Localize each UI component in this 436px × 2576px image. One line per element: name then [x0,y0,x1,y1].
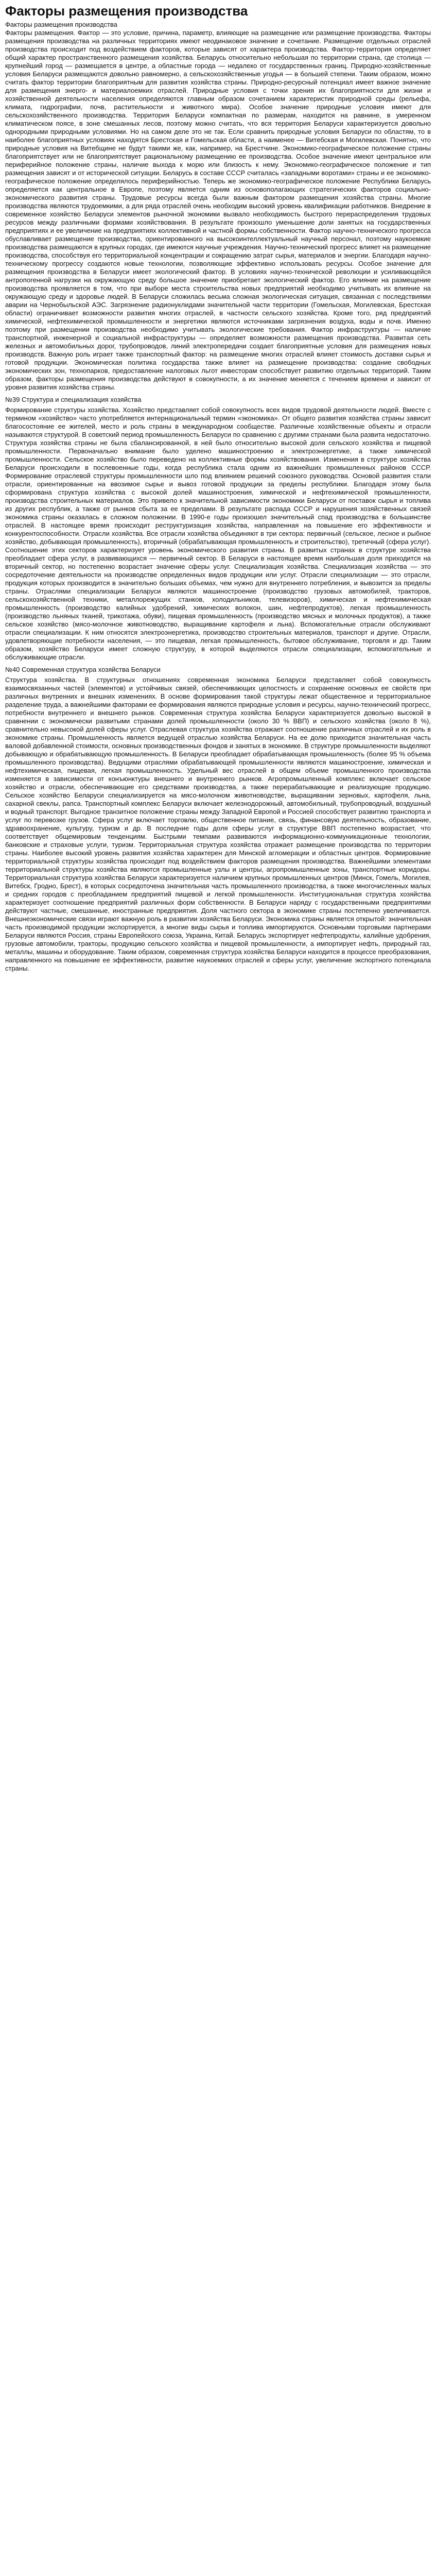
section-heading: №40 Современная структура хозяйства Беларуси [5,666,161,673]
page-title: Факторы размещения производства [5,3,248,19]
section-heading: №39 Структура и специализация хозяйства [5,396,142,403]
article-paragraph: Факторы размещения. Фактор — это условие, причина, параметр, влияющие на размещение или размещение производства. Факторы размещения производства на различных территориях имеют неодинаковое значение и сочетание. Размещение отдельных отраслей производства происходит под воздействием факторов, которые зависят от характера производства. Фактор-территория определяет общий характер пространственного размещения хозяйства. Беларусь относительно небольшая по территории страна, где столица — крупнейший город — размещается в центре, а областные города — недалеко от государственных границ. Природно-хозяйственные условия Беларуси размещаются довольно равномерно, а сельскохозяйственные угодья — в большей степени. Таким образом, можно считать фактор территории благоприятным для развития хозяйства страны. Природно-ресурсный потенциал имеет важное значение для размещения энерго- и материалоемких отраслей. Природные условия с точки зрения их благоприятности для жизни и хозяйственной деятельности населения определяются главным образом сочетанием характеристик природной среды (рельефа, климата, гидрографии, почв, растительности и животного мира). Особое значение природные условия имеют для сельскохозяйственного производства. Территория Беларуси компактная по размерам, находится на равнине, в умеренном климатическом поясе, в зоне смешанных лесов, поэтому можно считать, что вся территория Беларуси характеризуется довольно однородными природными условиями. Но на самом деле это не так. Если сравнить природные условия Беларуси по областям, то в наиболее благоприятных условиях находятся Брестская и Гомельская области, а наименее — Витебская и Могилевская. Понятно, что природные условия на Витебщине не будут такими же, как, например, на Брестчине. Экономико-географическое положение страны благоприятствует или не благоприятствует рациональному размещению ее производства. Особое значение имеют центральное или периферийное положение страны, наличие выхода к морю или близость к нему. Экономико-географическое положение и тип размещения зависят и от исторической ситуации. Беларусь в составе СССР считалась «западными воротами» страны и ее экономико-географическое положение определялось периферийностью. Теперь же экономико-географическое положение Республики Беларусь определяется как центральное в Европе, поэтому является одним из основополагающих стратегических факторов социально-экономического развития страны. Трудовые ресурсы всегда были важным фактором размещения хозяйства страны. Многие производства являются трудоемкими, а для ряда отраслей очень необходим высокий уровень квалификации работников. Внедрение в современное хозяйство Беларуси элементов рыночной экономики вызвало необходимость быстрого перераспределения трудовых ресурсов между различными формами хозяйствования. В результате произошло уменьшение доли занятых на государственных предприятиях и ее увеличение на предприятиях коллективной и частной формы собственности. Фактор научно-технического прогресса обуславливает размещение производства, ориентированного на высокоинтеллектуальный научный персонал, поэтому наукоемкие производства размещаются в крупных городах, где имеются научные учреждения. Научно-технический прогресс влияет на размещение производства, способствуя его территориальной концентрации и сокращению затрат сырья, материалов и энергии. Благодаря научно-техническому прогрессу создаются новые технологии, позволяющие эффективно использовать ресурсы. Особое значение для размещения производства в Беларуси имеет экологический фактор. В условиях научно-технической революции и усиливающейся антропогенной нагрузки на окружающую среду большое значение приобретает экологический фактор. Его влияние на размещение производства проявляется в том, что при выборе места строительства новых предприятий необходимо учитывать их влияние на окружающую среду и здоровье людей. В Беларуси сложилась весьма сложная экологическая ситуация, связанная с последствиями аварии на Чернобыльской АЭС. Загрязнение радионуклидами значительной части территории (Гомельская, Могилевская, Брестская области) ограничивает возможности развития многих отраслей, в частности сельского хозяйства. Кроме того, ряд предприятий химической, нефтехимической промышленности и энергетики являются источниками загрязнения воздуха, воды и почв. Именно поэтому при размещении производства необходимо учитывать экологические требования. Фактор инфраструктуры — наличие транспортной, инженерной и социальной инфраструктуры — определяет возможности размещения производства. Развитая сеть железных и автомобильных дорог, трубопроводов, линий электропередачи создает благоприятные условия для размещения новых производств. Важную роль играет также транспортный фактор: на размещение многих отраслей влияет стоимость доставки сырья и готовой продукции. Экономическая политика государства также влияет на размещение производства: создание свободных экономических зон, технопарков, предоставление налоговых льгот инвесторам способствует развитию отдельных территорий. Таким образом, факторы размещения производства действуют в совокупности, а их значение меняется с течением времени и зависит от уровня развития хозяйства страны. [5,29,431,391]
article-paragraph: Структура хозяйства. В структурных отношениях современная экономика Беларуси представляет собой совокупность взаимосвязанных частей (элементов) и устойчивых связей, обеспечивающих целостность и сохранение основных ее свойств при различных внутренних и внешних изменениях. В основе формирования такой структуры лежат общественное и территориальное разделение труда, а важнейшими факторами ее формирования являются природные условия и ресурсы, научно-технический прогресс, потребности внутреннего и внешнего рынков. Современная структура хозяйства Беларуси характеризуется довольно высокой в сравнении с экономически развитыми странами долей промышленности (около 30 % ВВП) и сельского хозяйства (около 8 %), сравнительно невысокой долей сферы услуг. Отраслевая структура хозяйства отражает соотношение различных отраслей и их роль в экономике страны. Промышленность является ведущей отраслью хозяйства Беларуси. На ее долю приходится значительная часть валовой добавленной стоимости, основных производственных фондов и занятых в экономике. В структуре промышленности выделяют добывающую и обрабатывающую промышленность. В Беларуси преобладает обрабатывающая промышленность (более 95 % объема промышленного производства). Ведущими отраслями обрабатывающей промышленности являются машиностроение, химическая и нефтехимическая, пищевая, легкая промышленность. Удельный вес отраслей в общем объеме промышленного производства изменяется в зависимости от конъюнктуры внешнего и внутреннего рынков. Агропромышленный комплекс включает сельское хозяйство и отрасли, обеспечивающие его средствами производства, а также перерабатывающие и реализующие продукцию. Сельское хозяйство Беларуси специализируется на мясо-молочном животноводстве, выращивании зерновых, картофеля, льна, сахарной свеклы, рапса. Транспортный комплекс Беларуси включает железнодорожный, автомобильный, трубопроводный, воздушный и водный транспорт. Выгодное транзитное положение страны между Западной Европой и Россией способствует развитию транспорта и услуг по перевозке грузов. Сфера услуг включает торговлю, общественное питание, связь, финансовую деятельность, образование, здравоохранение, культуру, туризм и др. В последние годы доля сферы услуг в структуре ВВП постепенно возрастает, что соответствует общемировым тенденциям. Быстрыми темпами развиваются информационно-коммуникационные технологии, банковские и страховые услуги, туризм. Территориальная структура хозяйства отражает размещение производства по территории страны. Наиболее высокий уровень развития хозяйства характерен для Минской агломерации и областных центров. Формирование территориальной структуры хозяйства происходит под воздействием факторов размещения производства. Важнейшими элементами территориальной структуры хозяйства являются промышленные узлы и центры, агропромышленные зоны, транспортные коридоры. Территориальная структура хозяйства Беларуси характеризуется наличием крупных промышленных центров (Минск, Гомель, Могилев, Витебск, Гродно, Брест), в которых сосредоточена значительная часть промышленного производства, а также многочисленных малых и средних городов с преобладанием предприятий пищевой и легкой промышленности. Институциональная структура хозяйства характеризует соотношение предприятий различных форм собственности. В Беларуси наряду с государственными предприятиями действуют частные, смешанные, иностранные предприятия. Доля частного сектора в экономике страны постепенно увеличивается. Внешнеэкономические связи играют важную роль в развитии хозяйства Беларуси. Экономика страны является открытой: значительная часть производимой продукции экспортируется, а многие виды сырья и топлива импортируются. Основными торговыми партнерами Беларуси являются Россия, страны Европейского союза, Украина, Китай. Беларусь экспортирует нефтепродукты, калийные удобрения, грузовые автомобили, тракторы, продукцию сельского хозяйства и пищевой промышленности, а импортирует нефть, природный газ, металлы, машины и оборудование. Таким образом, современная структура хозяйства Беларуси находится в процессе преобразования, направленного на повышение ее эффективности, развитие наукоемких отраслей и сферы услуг, увеличение экспортного потенциала страны. [5,676,431,972]
article-body [5,21,431,973]
article-paragraph: Формирование структуры хозяйства. Хозяйство представляет собой совокупность всех видов трудовой деятельности людей. Вместе с термином «хозяйство» часто употребляется интернациональный термин «экономика». От общего развития хозяйства страны зависит благосостояние ее жителей, место и роль страны в международном сообществе. Различные хозяйственные объекты и отрасли называются структурой. В советский период промышленность Беларуси по сравнению с другими странами была развита недостаточно. Структура хозяйства страны не была сбалансированной, в ней было относительно высокой доля сельского хозяйства и пищевой промышленности. Первоначально внимание было уделено машиностроению и электроэнергетике, а также химической промышленности. Сельское хозяйство было переведено на коллективные формы хозяйствования. Изменения в структуре хозяйства Беларуси происходили в послевоенные годы, когда республика стала одним из важнейших промышленных районов СССР. Формирование отраслевой структуры промышленности шло под влиянием решений союзного руководства. Основой развития стали отрасли, ориентированные на ввозимое сырье и вывоз готовой продукции за пределы республики. Благодаря этому была сформирована структура хозяйства с высокой долей машиностроения, химической и нефтехимической промышленности, производства строительных материалов. Это привело к значительной зависимости экономики Беларуси от поставок сырья и топлива из других республик, а также от рынков сбыта за ее пределами. В результате распада СССР и нарушения хозяйственных связей экономика страны оказалась в сложном положении. В 1990-е годы произошел значительный спад производства в большинстве отраслей. В настоящее время происходит реструктуризация хозяйства, направленная на повышение его эффективности и конкурентоспособности. Отрасли хозяйства. Все отрасли хозяйства объединяют в три сектора: первичный (сельское, лесное и рыбное хозяйство, добывающая промышленность), вторичный (обрабатывающая промышленность и строительство), третичный (сфера услуг). Соотношение этих секторов характеризует уровень экономического развития страны. В развитых странах в структуре хозяйства преобладает сфера услуг, в развивающихся — первичный сектор. В Беларуси в настоящее время наибольшая доля приходится на вторичный сектор, но постепенно возрастает значение сферы услуг. Специализация хозяйства. Специализация хозяйства — это сосредоточение деятельности на производстве определенных видов продукции или услуг. Отрасли специализации — это отрасли, продукция которых производится в значительно больших объемах, чем нужно для внутреннего потребления, и вывозится за пределы страны. Отраслями специализации Беларуси являются машиностроение (производство грузовых автомобилей, тракторов, сельскохозяйственной техники, металлорежущих станков, холодильников, телевизоров), химическая и нефтехимическая промышленность (производство калийных удобрений, химических волокон, шин, нефтепродуктов), легкая промышленность (производство льняных тканей, трикотажа, обуви), пищевая промышленность (производство мясных и молочных продуктов), а также сельское хозяйство (мясо-молочное животноводство, выращивание картофеля и льна). Вспомогательные отрасли обслуживают отрасли специализации. К ним относятся электроэнергетика, производство строительных материалов, транспорт и другие. Отрасли, удовлетворяющие потребности населения, — это пищевая, легкая промышленность, бытовое обслуживание, торговля и др. Таким образом, хозяйство Беларуси имеет сложную структуру, в которой выделяются отрасли специализации, вспомогательные и обслуживающие отрасли. [5,406,431,661]
article-paragraph: Факторы размещения производства [5,21,117,28]
